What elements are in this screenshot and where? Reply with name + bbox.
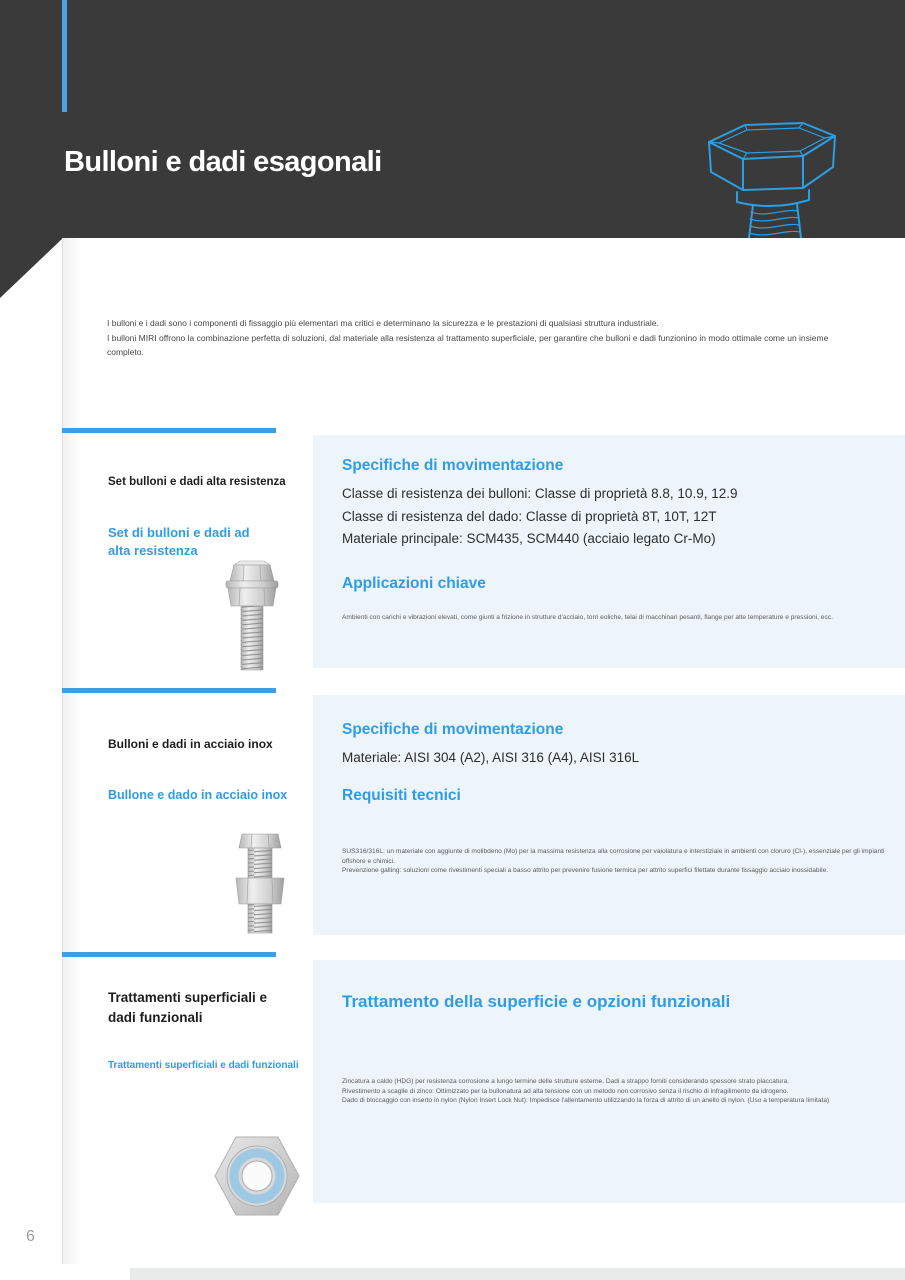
- section3-card-subtitle: Trattamenti superficiali e dadi funzionali: [108, 1060, 299, 1071]
- section1-note: Ambienti con carichi e vibrazioni elevati, come giunti a frizione in strutture d'acciaio, torri eoliche, telai di macchinari pesanti, flange per alte temperature e pressioni, ecc.: [342, 614, 833, 621]
- bolt-wireframe-icon: [697, 112, 847, 243]
- page-title: Bulloni e dadi esagonali: [64, 146, 382, 178]
- nylon-lock-nut-photo: [213, 1130, 301, 1227]
- section3-card-title: Trattamenti superficiali e dadi funzionali: [108, 990, 268, 1025]
- section1-panel-heading1: Specifiche di movimentazione: [342, 457, 564, 474]
- note-line: Prevenzione galling: soluzioni come rivestimenti speciali a basso attrito per prevenire fusione termica per attrito superfici filettate durante fissaggio acciaio inossidabile.: [342, 867, 828, 875]
- bottom-edge-strip: [130, 1268, 905, 1280]
- section2-card-subtitle: Bullone e dado in acciaio inox: [108, 788, 288, 802]
- spec-line: Classe di resistenza dei bulloni: Classe di proprietà 8.8, 10.9, 12.9: [342, 486, 738, 501]
- note-line: Rivestimento a scaglie di zinco: Ottimizzato per la bullonatura ad alta tensione con un metodo non corrosivo senza il rischio di infragilimento da idrogeno.: [342, 1087, 789, 1095]
- section2-notes: [342, 847, 887, 876]
- stainless-bolt-nut-photo: [230, 832, 290, 939]
- intro-paragraph: [107, 316, 837, 360]
- section1-panel-heading2: Applicazioni chiave: [342, 575, 486, 592]
- header-diagonal-corner: [0, 238, 63, 298]
- section3-accent-bar: [62, 952, 276, 957]
- note-line: SUS316/316L: un materiale con aggiunte di molibdeno (Mo) per la massima resistenza alla corrosione per vaiolatura e interstiziale in ambienti con cloruro (Cl-), essenziale per gli impianti offshore e chimici.: [342, 848, 885, 865]
- spec-line: Classe di resistenza del dado: Classe di proprietà 8T, 10T, 12T: [342, 508, 717, 524]
- section1-panel: [313, 435, 905, 668]
- page-number: 6: [26, 1228, 35, 1245]
- spec-line: Materiale principale: SCM435, SCM440 (acciaio legato Cr-Mo): [342, 531, 716, 546]
- section1-card-subtitle: Set di bulloni e dadi ad alta resistenza: [108, 525, 250, 558]
- section2-panel-heading1: Specifiche di movimentazione: [342, 721, 564, 738]
- section1-card-title: Set bulloni e dadi alta resistenza: [108, 476, 286, 488]
- note-line: Zincatura a caldo (HDG) per resistenza corrosione a lungo termine delle strutture esterne. Dadi a strappo forniti considerando spessore strato placcatura.: [342, 1078, 790, 1085]
- intro-line-2: I bulloni MIRI offrono la combinazione perfetta di soluzioni, dal materiale alla resistenza al trattamento superficiale, per garantire che bulloni e dadi funzionino in modo ottimale come un insieme completo.: [107, 332, 829, 357]
- high-strength-bolt-set-photo: [220, 560, 284, 677]
- section3-panel-heading: Trattamento della superficie e opzioni funzionali: [342, 992, 731, 1011]
- section2-panel: [313, 695, 905, 935]
- section1-accent-bar: [62, 428, 276, 433]
- section1-spec-lines: [342, 483, 737, 551]
- section2-accent-bar: [62, 688, 276, 693]
- section3-notes: [342, 1077, 887, 1106]
- section2-panel-heading2: Requisiti tecnici: [342, 787, 461, 804]
- section3-panel: [313, 960, 905, 1203]
- section2-card-title: Bulloni e dadi in acciaio inox: [108, 737, 273, 751]
- note-line: Dado di bloccaggio con inserto in nylon (Nylon Insert Lock Nut): Impedisce l'allentamento utilizzando la forza di attrito di un anello di nylon. (Uso a temperatura limitata): [342, 1097, 830, 1105]
- content-left-shadow: [63, 238, 81, 1264]
- accent-vertical-bar: [62, 0, 67, 112]
- spec-line: Materiale: AISI 304 (A2), AISI 316 (A4), AISI 316L: [342, 750, 640, 765]
- section2-spec-lines: [342, 747, 639, 770]
- intro-line-1: I bulloni e i dadi sono i componenti di fissaggio più elementari ma critici e determinano la sicurezza e le prestazioni di qualsiasi struttura industriale.: [107, 318, 659, 328]
